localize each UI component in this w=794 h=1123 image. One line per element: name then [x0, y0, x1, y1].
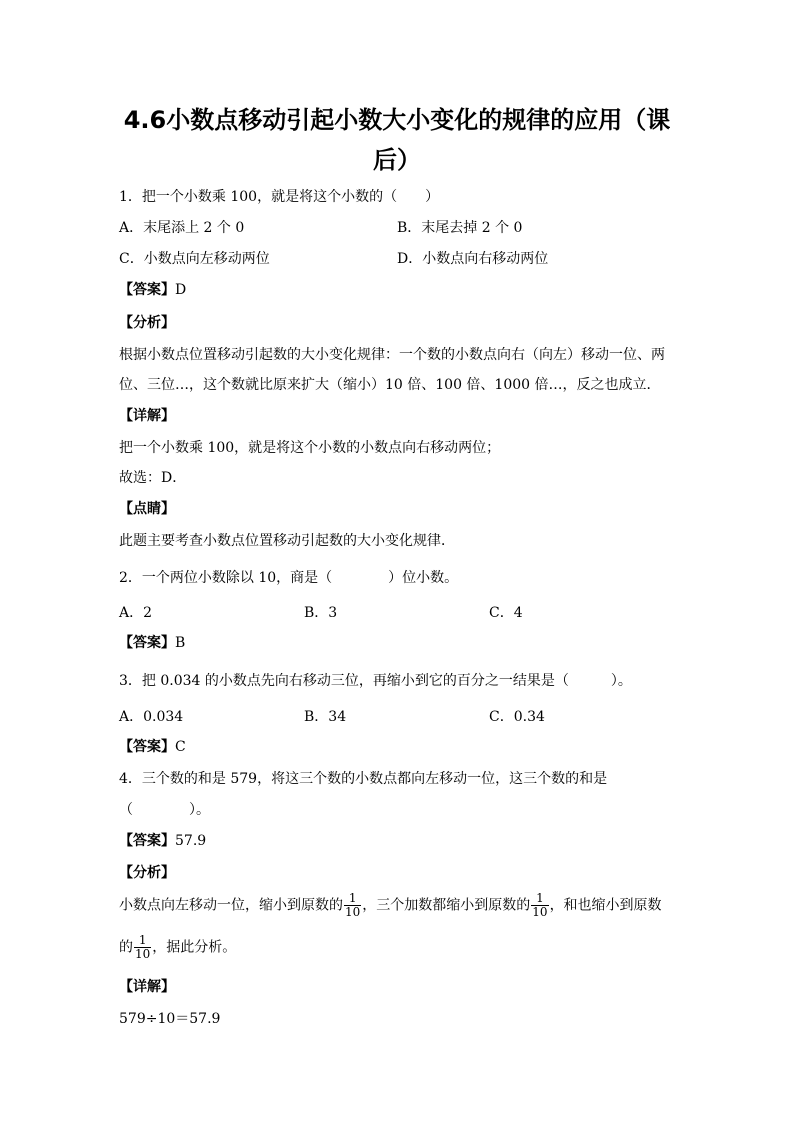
- q1-option-c: C．小数点向左移动两位: [119, 251, 270, 267]
- fraction-numerator: 1: [134, 934, 151, 948]
- q3-option-b: B．34: [304, 709, 347, 725]
- answer-tag: 【答案】: [119, 635, 175, 651]
- analysis-text: ，和也缩小到原数: [549, 897, 662, 914]
- q2-option-b: B．3: [304, 605, 338, 621]
- q3-option-c: C．0.34: [489, 709, 545, 725]
- q1-detail-tag: 【详解】: [119, 408, 175, 424]
- q1-comment-tag: 【点睛】: [119, 501, 175, 517]
- fraction: [344, 892, 361, 919]
- q1-comment: 此题主要考查小数点位置移动引起数的大小变化规律．: [119, 533, 455, 549]
- q4-analysis-line-1: [119, 892, 662, 919]
- q1-analysis-line-1: 根据小数点位置移动引起数的大小变化规律：一个数的小数点向右（向左）移动一位、两: [119, 347, 665, 363]
- question-4-stem-line-2: （ ）。: [119, 802, 210, 818]
- q4-detail: 579÷10＝57.9: [119, 1011, 221, 1027]
- q1-analysis-line-2: 位、三位…，这个数就比原来扩大（缩小）10 倍、100 倍、1000 倍…，反之也成立．: [119, 377, 661, 393]
- q4-analysis-line-2: [119, 934, 236, 961]
- q4-answer: [119, 830, 206, 850]
- fraction: [531, 892, 548, 919]
- q1-analysis-tag: 【分析】: [119, 315, 175, 331]
- fraction-denominator: 10: [345, 905, 361, 919]
- fraction: [134, 934, 151, 961]
- analysis-text: ，三个加数都缩小到原数的: [362, 897, 531, 914]
- q1-option-b: B．末尾去掉 2 个 0: [397, 220, 523, 236]
- q1-answer: [119, 279, 186, 299]
- fraction-denominator: 10: [532, 905, 548, 919]
- q3-option-a: A．0.034: [119, 709, 184, 725]
- answer-value: B: [175, 635, 186, 651]
- answer-value: D: [175, 282, 187, 298]
- q2-option-a: A．2: [119, 605, 153, 621]
- page-title: 4.6小数点移动引起小数大小变化的规律的应用（课后）: [123, 106, 671, 174]
- question-1-stem: 1．把一个小数乘 100，就是将这个小数的（ ）: [119, 189, 440, 205]
- analysis-text: 小数点向左移动一位，缩小到原数的: [119, 897, 343, 914]
- q4-analysis-tag: 【分析】: [119, 865, 175, 881]
- q1-detail-line-2: 故选：D．: [119, 470, 187, 486]
- fraction-numerator: 1: [531, 892, 548, 906]
- answer-tag: 【答案】: [119, 833, 175, 849]
- answer-tag: 【答案】: [119, 282, 175, 298]
- question-3-stem: 3．把 0.034 的小数点先向右移动三位，再缩小到它的百分之一结果是（ ）。: [119, 673, 632, 689]
- q1-option-a: A．末尾添上 2 个 0: [119, 220, 245, 236]
- q1-detail-line-1: 把一个小数乘 100，就是将这个小数的小数点向右移动两位；: [119, 440, 501, 456]
- q2-answer: [119, 632, 185, 652]
- fraction-numerator: 1: [344, 892, 361, 906]
- q4-detail-tag: 【详解】: [119, 979, 175, 995]
- q3-answer: [119, 736, 186, 756]
- answer-tag: 【答案】: [119, 739, 175, 755]
- fraction-denominator: 10: [135, 947, 151, 961]
- answer-value: 57.9: [175, 833, 207, 849]
- answer-value: C: [175, 739, 186, 755]
- q1-option-d: D．小数点向右移动两位: [397, 251, 549, 267]
- question-4-stem-line-1: 4．三个数的和是 579，将这三个数的小数点都向左移动一位，这三个数的和是: [119, 771, 608, 787]
- q2-option-c: C．4: [489, 605, 523, 621]
- question-2-stem: 2．一个两位小数除以 10，商是（ ）位小数。: [119, 570, 459, 586]
- analysis-text: ，据此分析。: [152, 939, 237, 956]
- analysis-text: 的: [119, 939, 133, 956]
